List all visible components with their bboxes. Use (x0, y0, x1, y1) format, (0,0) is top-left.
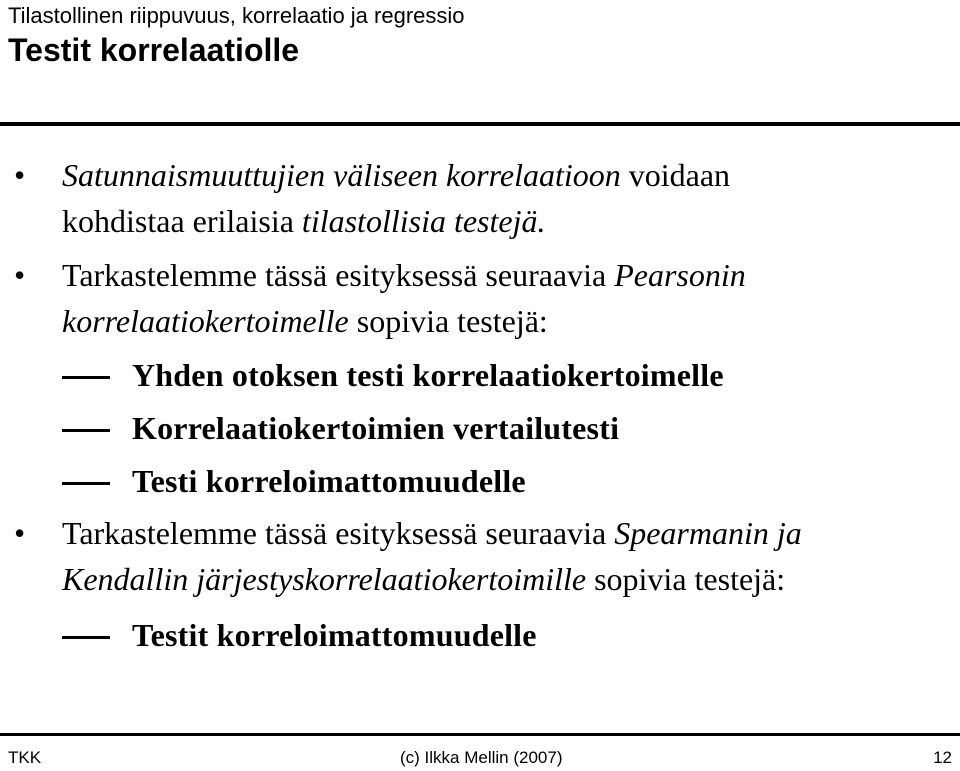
slide-title: Testit korrelaatiolle (8, 32, 300, 68)
bullet-2-italic-2: korrelaatiokertoimelle (62, 303, 349, 339)
bullet-2-plain-1: Tarkastelemme tässä esityksessä seuraavia (62, 257, 615, 293)
bullet-1-italic-1: Satunnaismuuttujien väliseen korrelaatioon (62, 157, 621, 193)
sub-item-1-dash (62, 376, 110, 379)
sub-item-4: Testit korreloimattomuudelle (132, 617, 537, 653)
bullet-3-italic-2: Kendallin järjestyskorrelaatiokertoimille (62, 561, 587, 597)
bullet-2-italic-1: Pearsonin (614, 257, 746, 293)
sub-item-2: Korrelaatiokertoimien vertailutesti (132, 410, 620, 446)
bullet-3-plain-1: Tarkastelemme tässä esityksessä seuraavia (62, 515, 615, 551)
sub-item-2-dash (62, 429, 110, 432)
footer-divider (0, 733, 960, 736)
bullet-3-marker: • (14, 515, 26, 551)
bullet-3-plain-2: sopivia testejä: (586, 561, 786, 597)
sub-item-3-dash (62, 482, 110, 485)
bullet-1-plain-1: voidaan (620, 157, 731, 193)
page-number: 12 (933, 748, 952, 767)
header-divider (0, 122, 960, 126)
sub-item-4-dash (62, 636, 110, 639)
bullet-3-italic-1: Spearmanin ja (614, 515, 802, 551)
presentation-subtitle: Tilastollinen riippuvuus, korrelaatio ja regressio (8, 3, 465, 28)
footer-copyright: (c) Ilkka Mellin (2007) (400, 748, 563, 767)
bullet-2-marker: • (14, 257, 26, 293)
footer-left: TKK (8, 748, 42, 767)
bullet-1-line-1 (62, 152, 730, 198)
bullet-2-line-2 (62, 298, 548, 344)
bullet-3-line-1 (62, 510, 802, 556)
bullet-2-plain-2: sopivia testejä: (348, 303, 548, 339)
bullet-2-line-1 (62, 252, 746, 298)
bullet-1-marker: • (14, 157, 26, 193)
bullet-1-italic-2: tilastollisia testejä. (301, 203, 546, 239)
bullet-1-plain-2: kohdistaa erilaisia (62, 203, 302, 239)
bullet-1-line-2 (62, 198, 545, 244)
bullet-3-line-2 (62, 556, 785, 602)
sub-item-1: Yhden otoksen testi korrelaatiokertoimelle (132, 357, 724, 393)
sub-item-3: Testi korreloimattomuudelle (132, 463, 526, 499)
